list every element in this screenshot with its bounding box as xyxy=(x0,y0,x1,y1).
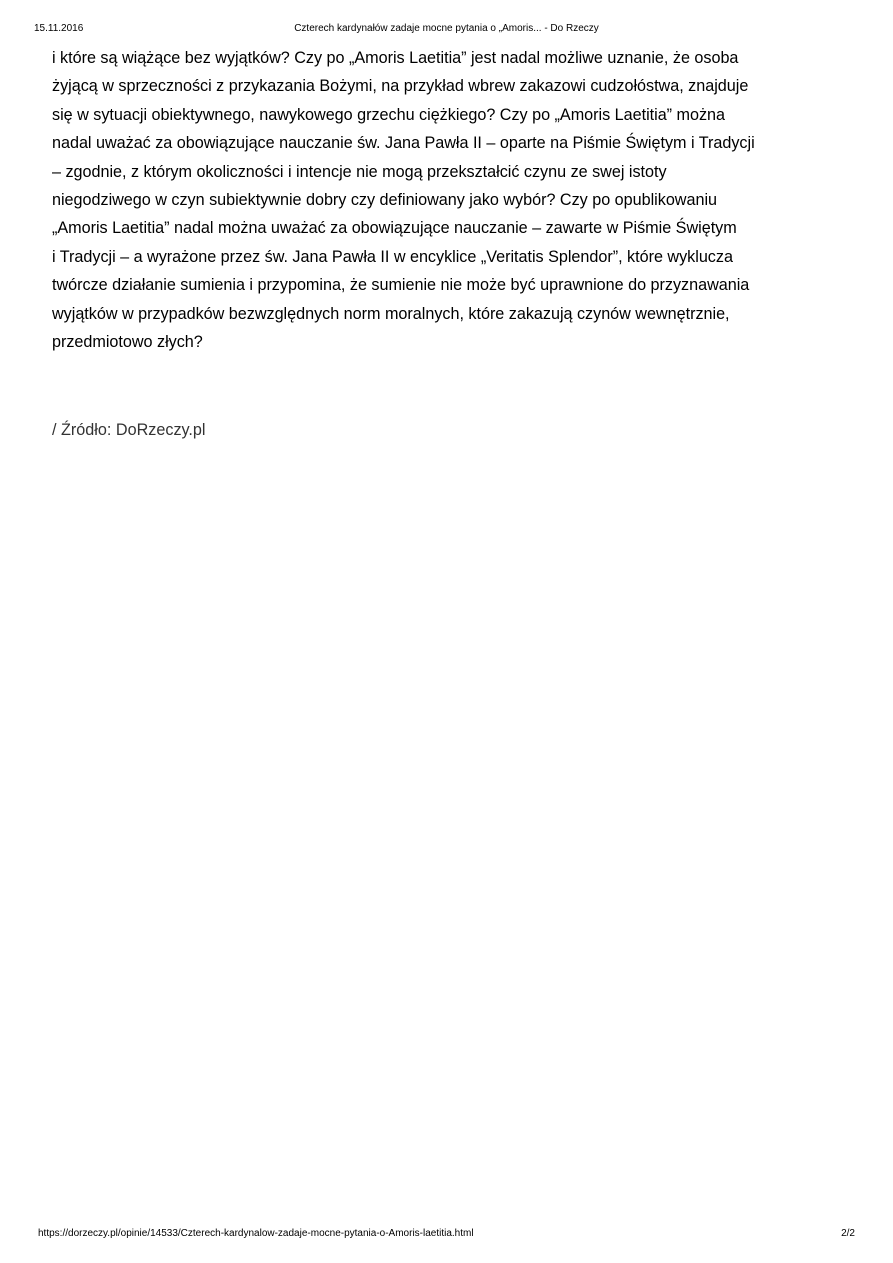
article-line: i Tradycji – a wyrażone przez św. Jana Pawła II w encyklice „Veritatis Splendor”, które wyklucza xyxy=(52,247,733,266)
article-line: przedmiotowo złych? xyxy=(52,333,203,352)
page-url: https://dorzeczy.pl/opinie/14533/Czterech-kardynalow-zadaje-mocne-pytania-o-Amoris-laetitia.html xyxy=(38,1228,474,1239)
print-header xyxy=(34,22,859,36)
article-line: się w sytuacji obiektywnego, nawykowego grzechu ciężkiego? Czy po „Amoris Laetitia” można xyxy=(52,105,726,124)
article-line: i które są wiążące bez wyjątków? Czy po „Amoris Laetitia” jest nadal możliwe uznanie, że osoba xyxy=(52,49,739,67)
article-source: / Źródło: DoRzeczy.pl xyxy=(52,421,206,439)
article-line: – zgodnie, z którym okoliczności i intencje nie mogą przekształcić czynu ze swej istoty xyxy=(52,162,667,181)
article-line: niegodziwego w czyn subiektywnie dobry czy definiowany jako wybór? Czy po opublikowaniu xyxy=(52,191,717,210)
page-title: Czterech kardynałów zadaje mocne pytania o „Amoris... - Do Rzeczy xyxy=(294,23,599,34)
article-line: żyjącą w sprzeczności z przykazania Bożymi, na przykład wbrew zakazowi cudzołóstwa, znajduje xyxy=(52,77,749,96)
article-paragraph xyxy=(52,44,852,356)
page-number: 2/2 xyxy=(841,1228,855,1239)
article-line: wyjątków w przypadków bezwzględnych norm moralnych, które zakazują czynów wewnętrznie, xyxy=(52,304,730,323)
article-line: twórcze działanie sumienia i przypomina, że sumienie nie może być uprawnione do przyznawania xyxy=(52,276,750,295)
print-date: 15.11.2016 xyxy=(34,23,84,34)
article-line: nadal uważać za obowiązujące nauczanie św. Jana Pawła II – oparte na Piśmie Świętym i Tradycji xyxy=(52,134,755,153)
article-line: „Amoris Laetitia” nadal można uważać za obowiązujące nauczanie – zawarte w Piśmie Świętym xyxy=(52,219,737,238)
print-footer xyxy=(38,1227,855,1241)
article-body xyxy=(52,44,852,356)
